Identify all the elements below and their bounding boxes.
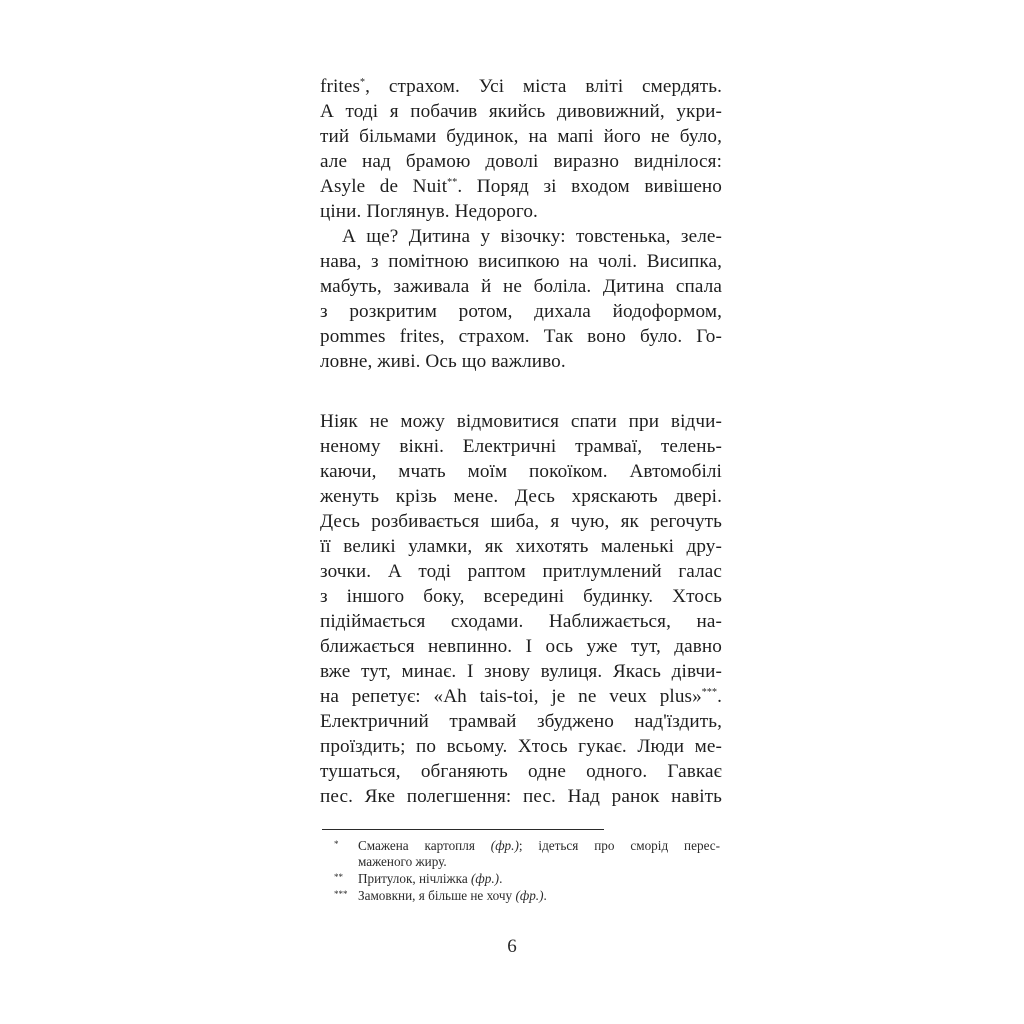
text-line: ціни. Поглянув. Недорого. (320, 201, 538, 222)
text-line: Десь розбивається шиба, я чую, як регочуть (320, 511, 722, 532)
footnote-text (358, 838, 720, 854)
text-fragment: Притулок, нічліжка (358, 871, 472, 886)
text-fragment: Смажена картопля (358, 838, 491, 853)
text-line: ближається невпинно. І ось уже тут, давно (320, 636, 722, 657)
text-line: А тоді я побачив якийсь дивовижний, укри- (320, 101, 722, 122)
text-line (320, 174, 722, 199)
footnote-text (358, 871, 502, 887)
text-line: підіймається сходами. Наближається, на- (320, 611, 722, 632)
text-line: з іншого боку, всередині будинку. Хтось (320, 586, 722, 607)
text-line: тушаться, обганяють одне одного. Гавкає (320, 761, 722, 782)
text-fragment: , страхом. Усі міста влiті смердять. (365, 76, 722, 97)
text-line: тий більмами будинок, на мапі його не було, (320, 126, 722, 147)
text-line: неному вікні. Електричні трамваї, телень- (320, 436, 722, 457)
text-line: вже тут, минає. І знову вулиця. Якась дівчи- (320, 661, 722, 682)
text-line: нава, з помітною висипкою на чолі. Висипка, (320, 251, 722, 272)
text-line: Електричний трамвай збуджено над'їздить, (320, 711, 722, 732)
text-fragment: . Поряд зі входом вивішено (457, 176, 722, 197)
text-line: Ніяк не можу відмовитися спати при відчи- (320, 411, 722, 432)
text-line: пес. Яке полегшення: пес. Над ранок навіть (320, 786, 722, 807)
text-line: з розкритим ротом, дихала йодоформом, (320, 301, 722, 322)
text-line (320, 74, 722, 99)
text-line: але над брамою доволі виразно виднілося: (320, 151, 722, 172)
text-line: pommes frites, страхом. Так воно було. Го- (320, 326, 722, 347)
footnote-divider (322, 829, 604, 830)
page-number: 6 (507, 936, 517, 957)
text-fragment: . (499, 871, 503, 886)
footnote-text (358, 888, 547, 904)
text-fragment: . (717, 686, 722, 707)
text-fragment: ; ідеться про сморід перес- (518, 838, 720, 853)
text-line: мабуть, заживала й не боліла. Дитина спала (320, 276, 722, 297)
text-fragment: на репетує: «Ah tais-toi, je ne veux plus» (320, 686, 702, 707)
text-fragment: (фр.) (490, 838, 519, 853)
text-line: каючи, мчать моїм покоїком. Автомобілі (320, 461, 722, 482)
footnote-mark: * (334, 839, 339, 849)
text-line: зочки. А тоді раптом притлумлений галас (320, 561, 722, 582)
text-fragment: Asyle de Nuit (320, 176, 448, 197)
text-fragment: frites (320, 76, 361, 97)
text-line (320, 684, 722, 709)
text-line: проїздить; по всьому. Хтось гукає. Люди ме- (320, 736, 722, 757)
text-line: А ще? Дитина у візочку: товстенька, зеле- (342, 226, 722, 247)
text-line: її великі уламки, як хихотять маленькі дру- (320, 536, 722, 557)
footnote-mark: ** (334, 872, 343, 882)
footnote-ref[interactable]: ** (447, 177, 458, 188)
footnote-mark: *** (334, 889, 348, 899)
text-line: ловне, живі. Ось що важливо. (320, 351, 566, 372)
footnote-ref[interactable]: *** (701, 687, 718, 698)
text-fragment: . (543, 888, 547, 903)
footnote-ref[interactable]: * (360, 77, 366, 88)
text-line: женуть крізь мене. Десь хряскають двері. (320, 486, 722, 507)
text-fragment: (фр.) (471, 871, 500, 886)
text-fragment: (фр.) (515, 888, 544, 903)
text-fragment: Замовкни, я більше не хочу (358, 888, 516, 903)
footnote-text: маженого жиру. (358, 854, 447, 869)
